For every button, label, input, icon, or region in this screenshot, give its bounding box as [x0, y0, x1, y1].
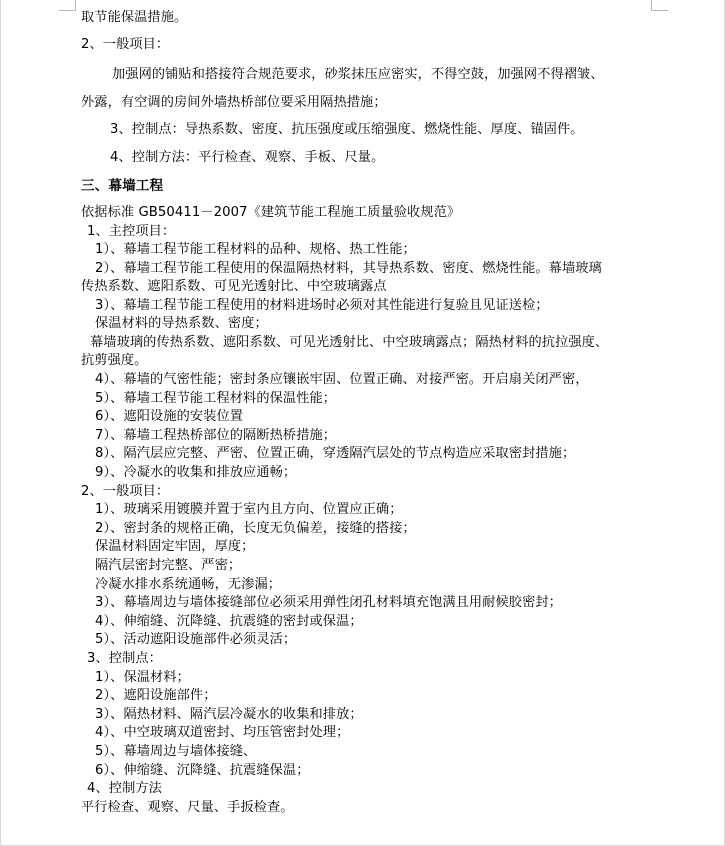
text-line: 4、控制方法：平行检查、观察、手板、尺量。	[110, 150, 385, 165]
text-line: 5）、活动遮阳设施部件必须灵活；	[95, 632, 297, 647]
text-line: 4）、幕墙的气密性能；密封条应镶嵌牢固、位置正确、对接严密。开启扇关闭严密，	[95, 372, 589, 387]
page-corner-mark-right	[651, 0, 668, 11]
text-line: 1）、玻璃采用镀膜并置于室内且方向、位置应正确；	[95, 502, 403, 517]
text-line: 抗剪强度。	[81, 353, 148, 368]
text-line: 3）、隔热材料、隔汽层冷凝水的收集和排放；	[95, 707, 363, 722]
text-line: 1）、保温材料；	[95, 670, 190, 685]
text-line: 3）、幕墙工程节能工程使用的材料进场时必须对其性能进行复验且见证送检；	[95, 298, 549, 313]
text-line: 传热系数、遮阳系数、可见光透射比、中空玻璃露点	[81, 279, 387, 294]
text-line: 8）、隔汽层应完整、严密、位置正确，穿透隔汽层处的节点构造应采取密封措施；	[95, 446, 576, 461]
section-heading-curtain-wall: 三、幕墙工程	[81, 178, 164, 194]
section-heading-general-items: 2、一般项目：	[81, 37, 170, 52]
text-line: 3、控制点：导热系数、密度、抗压强度或压缩强度、燃烧性能、厚度、锚固件。	[110, 122, 584, 137]
text-line: 3）、幕墙周边与墙体接缝部位必须采用弹性闭孔材料填充饱满且用耐候胶密封；	[95, 595, 562, 610]
text-line: 6）、伸缩缝、沉降缝、抗震缝保温；	[95, 763, 310, 778]
text-line: 2）、遮阳设施部件；	[95, 688, 217, 703]
text-line: 4）、伸缩缝、沉降缝、抗震缝的密封或保温；	[95, 614, 363, 629]
text-line: 6）、遮阳设施的安装位置	[95, 409, 244, 424]
section-heading-general-items: 2、一般项目：	[81, 484, 170, 499]
text-line: 7）、幕墙工程热桥部位的隔断热桥措施；	[95, 428, 337, 443]
text-line: 5）、幕墙工程节能工程材料的保温性能；	[95, 391, 337, 406]
text-line: 隔汽层密封完整、严密；	[95, 558, 242, 573]
text-line: 外露，有空调的房间外墙热桥部位要采用隔热措施；	[81, 95, 387, 110]
text-line: 9）、冷凝水的收集和排放应通畅；	[95, 465, 297, 480]
section-heading-control-method: 4、控制方法	[87, 781, 162, 796]
text-line: 平行检查、观察、尺量、手扳检查。	[81, 800, 294, 815]
text-line: 依据标准 GB50411－2007《建筑节能工程施工质量验收规范》	[81, 205, 461, 220]
text-line: 1）、幕墙工程节能工程材料的品种、规格、热工性能；	[95, 242, 416, 257]
page-corner-mark-left	[59, 0, 76, 11]
text-line: 4）、中空玻璃双道密封、均压管密封处理；	[95, 725, 350, 740]
section-heading-main-items: 1、主控项目：	[87, 224, 176, 239]
text-line: 冷凝水排水系统通畅，无渗漏；	[95, 577, 282, 592]
text-line: 加强网的铺贴和搭接符合规范要求，砂浆抹压应密实，不得空鼓，加强网不得褶皱、	[112, 67, 604, 82]
text-line: 2）、幕墙工程节能工程使用的保温隔热材料，其导热系数、密度、燃烧性能。幕墙玻璃	[95, 261, 602, 276]
text-line: 幕墙玻璃的传热系数、遮阳系数、可见光透射比、中空玻璃露点；隔热材料的抗拉强度、	[90, 335, 609, 350]
text-line: 取节能保温措施。	[81, 10, 188, 25]
section-heading-control-points: 3、控制点：	[87, 651, 162, 666]
text-line: 5）、幕墙周边与墙体接缝、	[95, 744, 257, 759]
text-line: 保温材料的导热系数、密度；	[95, 316, 268, 331]
text-line: 2）、密封条的规格正确，长度无负偏差，接缝的搭接；	[95, 521, 416, 536]
text-line: 保温材料固定牢固，厚度；	[95, 539, 255, 554]
